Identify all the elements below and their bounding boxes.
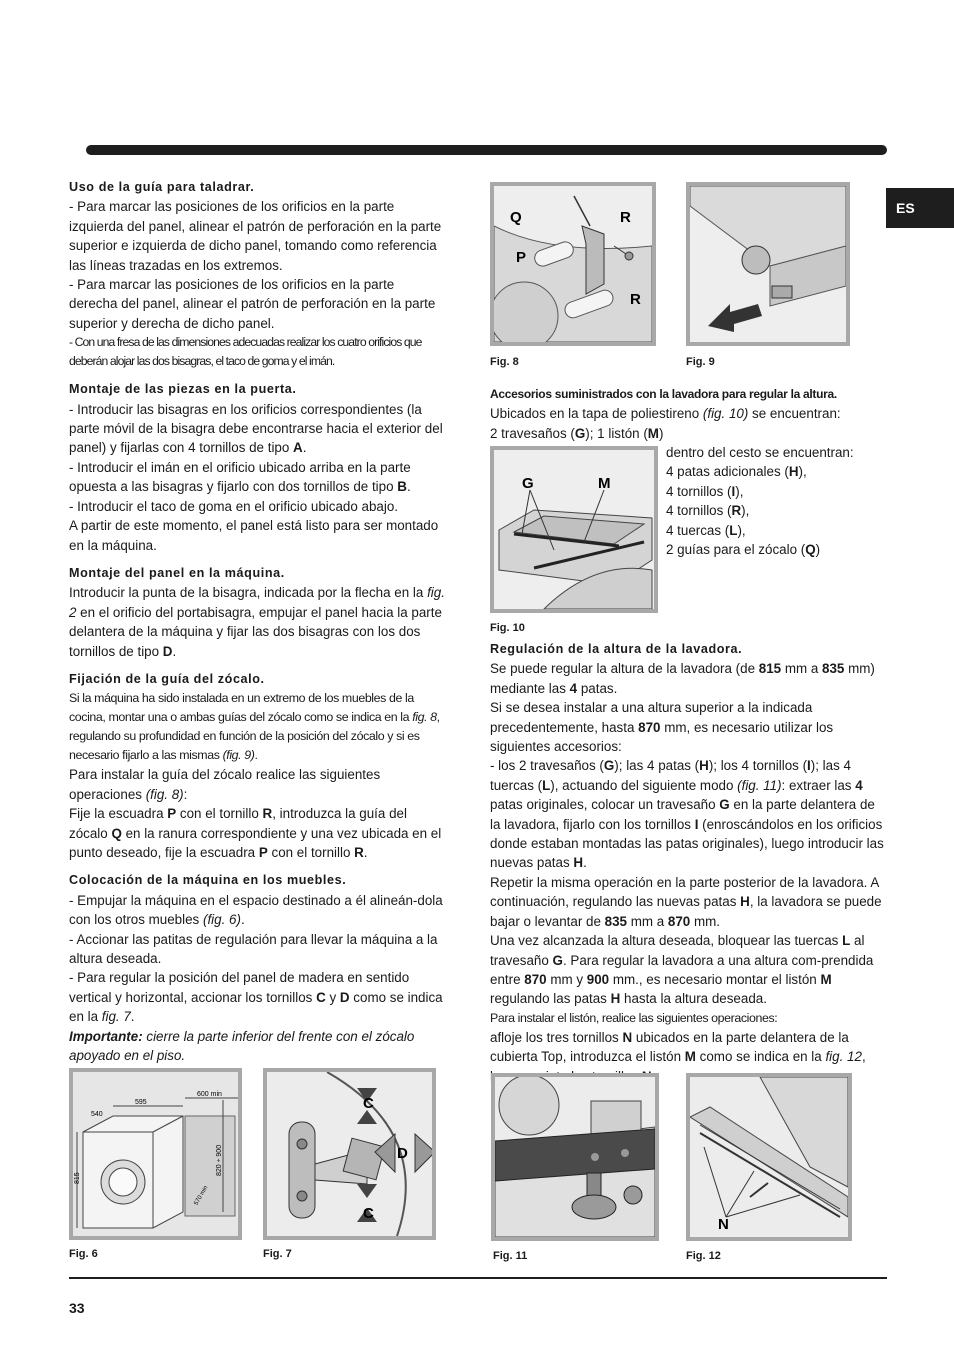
paragraph: Ubicados en la tapa de poliestireno (fig. 10) se encuentran: xyxy=(490,406,841,422)
dim-815: 815 xyxy=(74,1172,81,1184)
dim-595: 595 xyxy=(135,1099,147,1106)
paragraph: Si la máquina ha sido instalada en un extremo de los muebles de la cocina, montar una o ambas guías del zócalo como se indica en la fig. 8, regulando su profundidad en función de la posición del zócalo y si es necesario fijarlo a las mismas (fig. 9). xyxy=(69,691,440,763)
figure-8-illustration xyxy=(490,182,656,346)
figure-7-illustration xyxy=(263,1068,436,1240)
paragraph: - Introducir el taco de goma en el orificio ubicado abajo. xyxy=(69,498,399,514)
paragraph: afloje los tres tornillos N ubicados en la parte delantera de la cubierta Top, introduzca el listón M como se indica en la fig. 12, xyxy=(490,1029,866,1065)
paragraph: 2 travesaños (G); 1 listón (M) xyxy=(490,425,664,441)
paragraph: - Introducir el imán en el orificio ubicado arriba en la parte opuesta a las bisagras y fijarlo con dos tornillos de tipo B. xyxy=(69,459,411,495)
paragraph: - Empujar la máquina en el espacio destinado a él alineán-dola con los otros muebles (fig. 6). xyxy=(69,892,443,928)
list-item: 4 patas adicionales (H), xyxy=(666,464,807,480)
dim-820-900: 820 ÷ 900 xyxy=(216,1144,223,1176)
section-heading: Uso de la guía para taladrar. xyxy=(69,180,255,194)
dim-600: 600 min xyxy=(197,1091,222,1098)
page-number: 33 xyxy=(69,1300,85,1316)
figure-6-illustration xyxy=(69,1068,242,1240)
section-heading: Colocación de la máquina en los muebles. xyxy=(69,873,347,888)
paragraph: Importante: cierre la parte inferior del frente con el zócalo apoyado en el piso. xyxy=(69,1028,415,1064)
paragraph: - Con una fresa de las dimensiones adecuadas realizar los cuatro orificios que deberán alojar las dos bisagras, el taco de goma y el imán. xyxy=(69,335,422,369)
figure-10-illustration xyxy=(490,446,658,613)
right-column-bottom xyxy=(490,640,885,1086)
paragraph: Introducir la punta de la bisagra, indicada por la flecha en la fig. 2 en el orificio del portabisagra, empujar el panel hacia la parte delantera de la máquina y fijar las dos bisagras con los dos tornillos de tipo D. xyxy=(69,585,445,659)
list-item: 4 tuercas (L), xyxy=(666,522,746,538)
figure-11-caption: Fig. 11 xyxy=(493,1250,528,1262)
list-item: 4 tornillos (R), xyxy=(666,503,750,519)
label-m: M xyxy=(598,475,611,492)
paragraph: Repetir la misma operación en la parte posterior de la lavadora. A continuación, regulando las nuevas patas H, la lavadora se puede bajar o levantar de 835 mm a 870 mm. xyxy=(490,874,882,929)
label-q: Q xyxy=(510,209,522,226)
paragraph: - Accionar las patitas de regulación para llevar la máquina a la altura deseada. xyxy=(69,931,438,966)
label-n: N xyxy=(718,1216,729,1233)
label-p: P xyxy=(516,249,527,266)
figure-9-illustration xyxy=(686,182,850,346)
footer-rule xyxy=(69,1277,887,1279)
section-heading: Fijación de la guía del zócalo. xyxy=(69,671,265,686)
label-c-top: C xyxy=(363,1095,374,1112)
label-c-bottom: C xyxy=(363,1205,374,1222)
figure-8-caption: Fig. 8 xyxy=(490,356,519,368)
paragraph: Fije la escuadra P con el tornillo R, introduzca la guía del zócalo Q en la ranura correspondiente y una vez ubicada en el punto deseado, fije la escuadra P con el tornillo R. xyxy=(69,806,442,860)
paragraph: Para instalar el listón, realice las siguientes operaciones: xyxy=(490,1010,778,1025)
figure-7-caption: Fig. 7 xyxy=(263,1248,292,1260)
paragraph: A partir de este momento, el panel está listo para ser montado en la máquina. xyxy=(69,518,439,553)
paragraph: - Para regular la posición del panel de madera en sentido vertical y horizontal, accionar los tornillos C y D como se indica en la fig. 7. xyxy=(69,970,443,1025)
label-g: G xyxy=(522,475,534,492)
dim-540: 540 xyxy=(91,1111,103,1118)
figure-9-caption: Fig. 9 xyxy=(686,356,715,368)
figure-12-illustration xyxy=(686,1073,852,1241)
label-r-top: R xyxy=(620,209,631,226)
paragraph: - Introducir las bisagras en los orificios correspondientes (la parte móvil de la bisagra debe encontrarse hacia el exterior del panel) y fijarlas con 4 tornillos de tipo A. xyxy=(69,401,443,456)
figure-6-caption: Fig. 6 xyxy=(69,1248,98,1260)
header-bar xyxy=(86,145,887,155)
right-column-top xyxy=(490,385,885,443)
paragraph: Si se desea instalar a una altura superior a la indicada precedentemente, hasta 870 mm, es necesario utilizar los siguientes accesorios: xyxy=(490,700,834,755)
accessory-list xyxy=(666,443,886,559)
section-heading: Montaje del panel en la máquina. xyxy=(69,565,285,580)
paragraph: - los 2 travesaños (G); las 4 patas (H); los 4 tornillos (I); las 4 tuercas (L), actuando del siguiente modo (fig. 11): extraer las 4 patas originales, colocar un travesaño G en la parte delantera de la lavadora, fijarlo con los tornillos I (enroscándolos en los orificios donde estaban montadas las patas originales), luego introducir las nuevas patas H. xyxy=(490,758,884,871)
language-tab: ES xyxy=(886,188,954,228)
section-heading: Regulación de la altura de la lavadora. xyxy=(490,642,743,656)
dim-570: 570 min xyxy=(193,1184,210,1207)
paragraph: - Para marcar las posiciones de los orificios en la parte izquierda del panel, alinear el patrón de perforación en la parte superior e izquierda de dicho panel, tomando como referencia las líneas trazadas en los extremos. xyxy=(69,199,442,273)
figure-11-illustration xyxy=(491,1073,659,1241)
figure-12-caption: Fig. 12 xyxy=(686,1250,721,1262)
left-column xyxy=(69,178,446,1065)
paragraph: Una vez alcanzada la altura deseada, bloquear las tuercas L al travesaño G. Para regular la lavadora a una altura com-prendida entre 870 mm y 900 mm., es necesario montar el listón M regulando las patas H hasta la altura deseada. xyxy=(490,933,874,1007)
paragraph: Para instalar la guía del zócalo realice las siguientes operaciones (fig. 8): xyxy=(69,767,381,802)
label-d: D xyxy=(397,1145,408,1162)
list-item: 2 guías para el zócalo (Q) xyxy=(666,542,821,558)
paragraph: Se puede regular la altura de la lavadora (de 815 mm a 835 mm) mediante las 4 patas. xyxy=(490,661,875,696)
figure-10-caption: Fig. 10 xyxy=(490,622,525,634)
label-r-bottom: R xyxy=(630,291,641,308)
paragraph: - Para marcar las posiciones de los orificios en la parte derecha del panel, alinear el patrón de perforación en la parte superior y derecha de dicho panel. xyxy=(69,277,436,331)
list-item: 4 tornillos (I), xyxy=(666,483,744,499)
section-heading: Montaje de las piezas en la puerta. xyxy=(69,382,297,397)
section-heading: Accesorios suministrados con la lavadora para regular la altura. xyxy=(490,387,837,401)
list-item: dentro del cesto se encuentran: xyxy=(666,445,854,460)
